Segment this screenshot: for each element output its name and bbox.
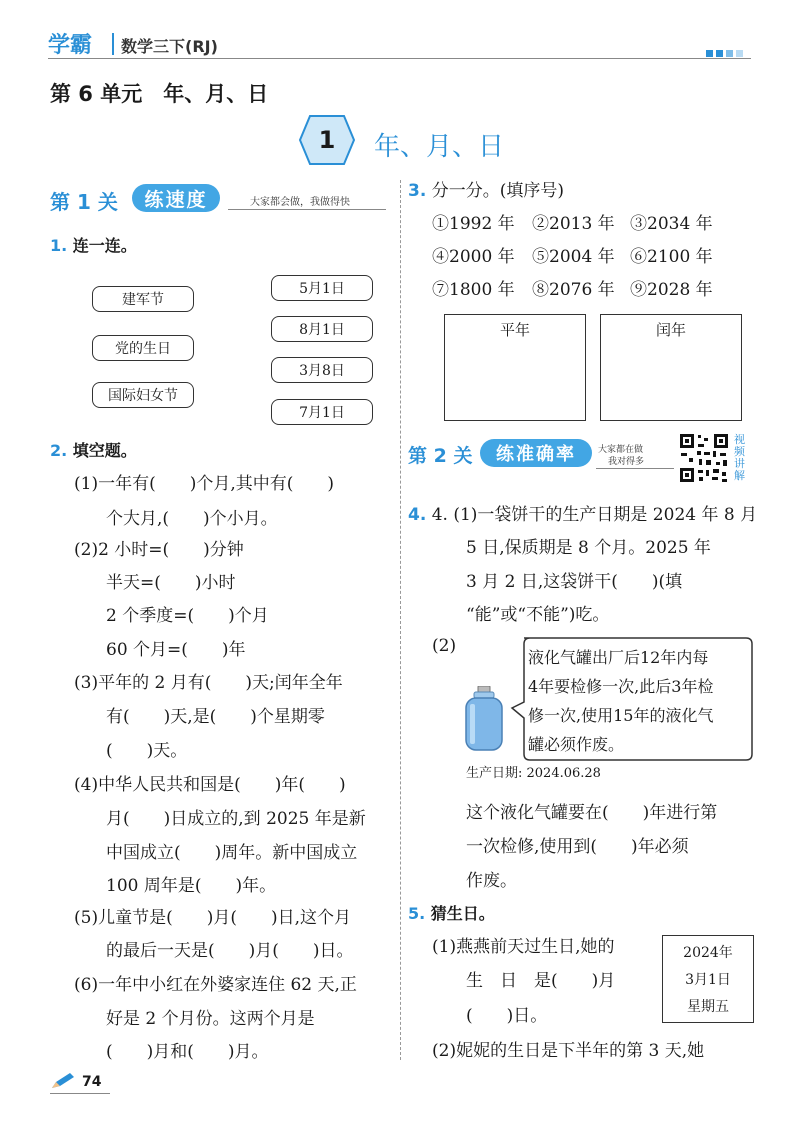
qr-label: 视频讲解 <box>734 433 745 482</box>
q5-line-4: (2)妮妮的生日是下半年的第 3 天,她 <box>432 1041 705 1061</box>
page-number: 74 <box>82 1074 102 1090</box>
q1-right-3: 3月8日 <box>271 357 373 383</box>
unit-title: 第 6 单元 年、月、日 <box>50 82 269 106</box>
level1-label: 第 1 关 <box>50 190 118 214</box>
q2-line-8: 有( )天,是( )个星期零 <box>106 707 325 727</box>
header-squares <box>706 42 743 61</box>
q1-title-text: 连一连。 <box>72 236 137 255</box>
q2-line-11: 月( )日成立的,到 2025 年是新 <box>106 809 366 829</box>
q4-line-3: 3 月 2 日,这袋饼干( )(填 <box>466 572 683 592</box>
q1-right-2: 8月1日 <box>271 316 373 342</box>
bubble-line-4: 罐必须作废。 <box>528 735 625 754</box>
q5-line-1: (1)燕燕前天过生日,她的 <box>432 937 615 957</box>
lesson-badge <box>298 114 356 166</box>
qr-code-icon[interactable] <box>678 432 730 484</box>
calendar-year: 2024年 <box>683 945 733 961</box>
q2-line-18: ( )月和( )月。 <box>106 1042 269 1062</box>
q2-line-1: (1)一年有( )个月,其中有( ) <box>74 474 335 494</box>
level1-slogan: 大家都会做，我做得快 <box>250 197 350 208</box>
q2-line-2: 个大月,( )个小月。 <box>106 509 278 529</box>
q3-title-text: 分一分。(填序号) <box>431 181 564 201</box>
level2-rule <box>596 468 674 469</box>
q2-line-15: 的最后一天是( )月( )日。 <box>106 941 354 961</box>
brand-text: 学霸 <box>48 33 93 58</box>
calendar-box <box>662 935 754 1023</box>
q5-line-2: 生 日 是( )月 <box>466 971 616 991</box>
q1-left-3: 国际妇女节 <box>92 382 194 408</box>
level2-pill: 练准确率 <box>480 439 592 467</box>
q3-title: 3. 分一分。(填序号) <box>408 181 564 201</box>
calendar-date: 3月1日 <box>685 972 731 988</box>
q3-row3-c: ⑨2028 年 <box>630 280 713 300</box>
production-date: 生产日期: 2024.06.28 <box>466 766 601 781</box>
q2-line-9: ( )天。 <box>106 741 188 761</box>
q2-line-3: (2)2 小时=( )分钟 <box>74 540 244 560</box>
q3-row3-a: ⑦1800 年 <box>432 280 515 300</box>
q2-line-5: 2 个季度=( )个月 <box>106 606 269 626</box>
q3-row1-c: ③2034 年 <box>630 214 713 234</box>
q4-part2-label: (2) <box>432 636 457 656</box>
leap-year-box[interactable] <box>600 314 742 421</box>
q3-row2-a: ④2000 年 <box>432 247 515 267</box>
bubble-line-2: 4年要检修一次,此后3年检 <box>528 677 714 696</box>
header-bar <box>0 0 800 64</box>
q4-line-1: 4. 4. (1)一袋饼干的生产日期是 2024 年 8 月 <box>408 505 758 525</box>
leap-year-label: 闰年 <box>655 321 686 339</box>
bubble-line-3: 修一次,使用15年的液化气 <box>528 706 714 725</box>
q2-line-12: 中国成立( )周年。新中国成立 <box>106 843 358 863</box>
q3-row2-b: ⑤2004 年 <box>532 247 615 267</box>
column-divider <box>400 180 401 1060</box>
q3-row1-b: ②2013 年 <box>532 214 615 234</box>
q2-line-17: 好是 2 个月份。这两个月是 <box>106 1009 315 1029</box>
q2-title: 2. 填空题。 <box>50 441 137 460</box>
q5-title: 5. 猜生日。 <box>408 904 495 923</box>
q4-answer-1: 这个液化气罐要在( )年进行第 <box>466 803 718 823</box>
header-rule <box>48 58 751 59</box>
level1-rule <box>228 209 386 210</box>
q4-answer-3: 作废。 <box>466 871 517 891</box>
q1-right-4: 7月1日 <box>271 399 373 425</box>
q3-row1-a: ①1992 年 <box>432 214 515 234</box>
bubble-line-1: 液化气罐出厂后12年内每 <box>528 648 709 667</box>
calendar-weekday: 星期五 <box>687 999 729 1015</box>
q1-left-1: 建军节 <box>92 286 194 312</box>
q4-line-4: “能”或“不能”)吃。 <box>466 605 610 625</box>
q2-line-16: (6)一年中小红在外婆家连住 62 天,正 <box>74 975 357 995</box>
level2-slogan-2: 我对得多 <box>608 457 645 467</box>
q3-row2-c: ⑥2100 年 <box>630 247 713 267</box>
q5-title-text: 猜生日。 <box>430 904 495 923</box>
level2-slogan-1: 大家都在做 <box>598 445 644 455</box>
level2-label: 第 2 关 <box>408 445 473 467</box>
pencil-icon <box>50 1072 78 1090</box>
lesson-number: 1 <box>318 126 336 154</box>
level1-pill: 练速度 <box>132 184 220 212</box>
q2-line-7: (3)平年的 2 月有( )天;闰年全年 <box>74 673 343 693</box>
common-year-box[interactable] <box>444 314 586 421</box>
q5-line-3: ( )日。 <box>466 1006 548 1026</box>
q2-line-13: 100 周年是( )年。 <box>106 876 277 896</box>
q4-answer-2: 一次检修,使用到( )年必须 <box>466 837 689 857</box>
q1-title: 1. 连一连。 <box>50 236 137 255</box>
q1-right-1: 5月1日 <box>271 275 373 301</box>
book-title: 数学三下(RJ) <box>121 37 218 56</box>
q3-row3-b: ⑧2076 年 <box>532 280 615 300</box>
brand-divider <box>112 33 114 55</box>
gas-cylinder-icon <box>464 686 504 752</box>
q2-line-6: 60 个月=( )年 <box>106 640 246 660</box>
lesson-title: 年、月、日 <box>374 132 505 162</box>
common-year-label: 平年 <box>499 321 530 339</box>
q2-line-4: 半天=( )小时 <box>106 573 236 593</box>
q4-line-1-text: 4. (1)一袋饼干的生产日期是 2024 年 8 月 <box>431 505 758 525</box>
footer-rule <box>50 1093 110 1094</box>
q2-line-14: (5)儿童节是( )月( )日,这个月 <box>74 908 352 928</box>
q1-left-2: 党的生日 <box>92 335 194 361</box>
brand-logo <box>48 28 92 59</box>
q2-line-10: (4)中华人民共和国是( )年( ) <box>74 775 346 795</box>
q4-line-2: 5 日,保质期是 8 个月。2025 年 <box>466 538 711 558</box>
